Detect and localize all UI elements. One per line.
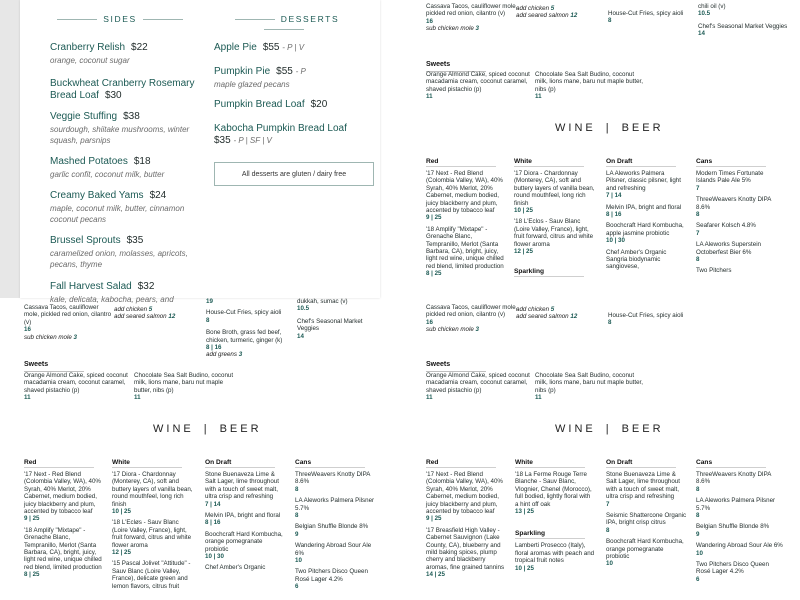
side-item: Buckwheat Cranberry Rosemary Bread Loaf $30 [50,78,195,101]
budino-item-2: Chocolate Sea Salt Budino, coconut milk, lions mane, baru nut maple butter, nibs (p) 11 [134,372,234,402]
budino-item-3: Chocolate Sea Salt Budino, coconut milk, lions mane, baru nut maple butter, nibs (p) 11 [535,372,643,402]
side-item: Veggie Stuffing $38 sourdough, shiitake mushrooms, winter squash, parsnips [50,111,190,145]
side-item: Brussel Sprouts $35 caramelized onion, molasses, apricots, pecans, thyme [50,235,188,269]
fries-item: House-Cut Fries, spicy aioli 8 [608,10,684,25]
cassava-item-2: Cassava Tacos, cauliflower mole, pickled red onion, cilantro (v) 16 sub chicken mole 3 [24,304,112,341]
draft-column-3: On Draft Stone Buenaveza Lime & Salt Lager, lime throughout with a touch of sweet malt, ultra crisp and refreshing 7 Seismic Shattercone Organic IPA, bright crisp citrus 8 Boochcraft Hard Kombucha, orange pomegranate probiotic 10 [606,459,687,568]
side-item: Mashed Potatoes $18 garlic confit, coconut milk, butter [50,156,165,179]
budino-item: Chocolate Sea Salt Budino, coconut milk, lions mane, baru nut maple butter, nibs (p) 11 [535,71,643,101]
veggies-col-2: dukkah, sumac (v) 10.5 Chef's Seasonal Market Veggies 14 [297,298,363,340]
fries-bone-col: 19 House-Cut Fries, spicy aioli 8 Bone Broth, grass fed beef, chicken, turmeric, ginger (k) 8 | 16 add greens 3 [206,298,283,359]
red-column-3: Red '17 Next - Red Blend (Colombia Valley, WA), 40% Syrah, 40% Merlot, 20% Cabernet, medium bodied, juicy blackberry and plum, accented by tobacco leaf 9 | 25 '17 Breasfield High Valley - Cabernet Sauvignon (Lake County, CA), blueberry and mild baking spices, plump cherry and blackberry aromas, fine grained tannins 14 | 25 [426,459,505,579]
red-column-2: Red '17 Next - Red Blend (Colombia Valley, WA), 40% Syrah, 40% Merlot, 20% Cabernet, medium bodied, juicy blackberry and plum, accented by tobacco leaf 9 | 25 '18 Amplify "Mixtape" - Grenache Blanc, Tempranillo, Merlot (Santa Barbara, CA), bright, juicy, light red wine, unique chilled red blend, limited production 8 | 25 [24,459,102,579]
wine-beer-title: WINE | BEER [555,122,664,134]
menu-panel-wine-beer-right [380,110,800,300]
white-column-3: White '18 La Ferme Rouge Terre Blanche - Sauv Blanc, Vlognier, Chenel (Morocco), full bodied, lightly floral with a hint off oak 13 | 25 Sparkling Lamberti Prosecco (Italy), floral aromas with peach and tropical fruit notes 10 | 25 [515,459,595,572]
menu-panel-wine-beer-bottom-right [380,403,800,600]
cake-item: Orange Almond Cake, spiced coconut macadamia cream, coconut caramel, shaved pistachio (p) 11 [426,71,530,101]
sweets-section-2: Sweets [24,360,324,372]
sides-title: SIDES [50,14,190,24]
add-ons-2: add chicken 5 add seared salmon 12 [114,306,176,321]
cake-item-2: Orange Almond Cake, spiced coconut macadamia cream, coconut caramel, shaved pistachio (p) 11 [24,372,128,402]
sides-desserts-card [20,0,380,304]
sweets-header: Sweets [426,61,451,68]
cans-column-2: Cans ThreeWeavers Knotty DIPA 8.6% 8 LA Aleworks Palmera Pilsner 5.7% 8 Belgian Shuffle Blonde 8% 9 Wandering Abroad Sour Ale 6% 10 Two Pitchers Disco Queen Rosé Lager 4.2% 6 [295,459,375,591]
wine-beer-title-3: WINE | BEER [555,423,664,435]
side-item: Creamy Baked Yams $24 maple, coconut milk, butter, cinnamon coconut pecans [50,190,185,224]
menu-panel-mid-right [380,300,800,403]
cake-item-3: Orange Almond Cake, spiced coconut macadamia cream, coconut caramel, shaved pistachio (p) 11 [426,372,530,402]
cassava-item [426,3,526,33]
dessert-item: Pumpkin Pie $55 - P maple glazed pecans [214,66,306,89]
fries-item-3: House-Cut Fries, spicy aioli 8 [608,312,684,327]
menu-panel-wine-beer-bottom-left [0,403,380,600]
menu-panel-top-right [380,0,800,110]
desserts-title: DESSERTS [214,14,354,34]
veggies-item: chili oil (v) 10.5 Chef's Seasonal Market Veggies 14 [698,3,788,38]
dessert-item: Apple Pie $55 - P | V [214,42,305,53]
add-ons: add chicken 5 add seared salmon 12 [516,5,578,20]
dessert-item: Pumpkin Bread Loaf $20 [214,99,328,110]
cassava-item-3: Cassava Tacos, cauliflower mole, pickled red onion, cilantro (v) 16 sub chicken mole 3 [426,304,518,334]
draft-column-2: On Draft Stone Buenaveza Lime & Salt Lager, lime throughout with a touch of sweet malt, ultra crisp and refreshing 7 | 14 Melvin IPA, bright and floral 8 | 16 Boochcraft Hard Kombucha, orange pomegranate probiotic 10 | 30 Chef Amber's Organic [205,459,283,572]
cassava-price: 16 [426,17,433,25]
cans-column: Cans Modern Times Fortunate Islands Pale Ale 5% 7 ThreeWeavers Knotty DIPA 8.6% 8 Seafarer Kolsch 4.8% 7 LA Aleworks Superstein Octoberfest Bier 6% 8 Two Pitchers [696,158,772,275]
red-column: Red '17 Next - Red Blend (Colombia Valley, WA), 40% Syrah, 40% Merlot, 20% Cabernet, medium bodied, juicy blackberry and plum, accented by tobacco leaf 9 | 25 '18 Amplify "Mixtape" - Grenache Blanc, Tempranillo, Merlot (Santa Barbara, CA), bright, juicy, light red wine, unique chilled red blend, limited production 8 | 25 [426,158,504,278]
side-item: Fall Harvest Salad $32 kale, delicata, kabocha, pears, and [50,281,174,304]
wine-beer-title-2: WINE | BEER [153,423,262,435]
draft-column: On Draft LA Aleworks Palmera Pilsner, classic pilsner, light and refreshing 7 | 14 Melvin IPA, bright and floral 8 | 16 Boochcraft Hard Kombucha, apple jasmine probiotic 10 | 30 Chef Amber's Organic Sangria biodynamic sangiovese, [606,158,684,271]
cans-column-3: Cans ThreeWeavers Knotty DIPA 8.6% 8 LA Aleworks Palmera Pilsner 5.7% 8 Belgian Shuffle Blonde 8% 9 Wandering Abroad Sour Ale 6% 10 Two Pitchers Disco Queen Rosé Lager 4.2% 6 [696,459,783,583]
dessert-item: Kabocha Pumpkin Bread Loaf $35 - P | SF | V [214,123,347,146]
sweets-section-3: Sweets [426,360,756,372]
white-column-2: White '17 Diora - Chardonnay (Monterey, CA), soft and buttery layers of vanilla bean, round mouthfeel, long rich finish 10 | 25 '18 L'Ecløs - Sauv Blanc (Loire Valley, France), light, fruit forward, citrus and white flower aroma 12 | 25 '15 Pascal Jolivet "Attitude" - Sauv Blanc (Loire Valley, France), delicate green and lemon flavors, citrus fruit [112,459,193,590]
gluten-free-note: All desserts are gluten / dairy free [214,162,374,186]
side-item: Cranberry Relish $22 orange, coconut sugar [50,42,148,65]
white-column: White '17 Diora - Chardonnay (Monterey, CA), soft and buttery layers of vanilla bean, round mouthfeel, long rich finish 10 | 25 '18 L'Eclos - Sauv Blanc (Loire Valley, France), light, fruit forward, citrus and white flower aroma 12 | 25 Sparkling [514,158,595,276]
cassava-text: Cassava Tacos, cauliflower mole, pickled red onion, cilantro (v) [426,3,518,18]
add-ons-3: add chicken 5 add seared salmon 12 [516,306,578,321]
menu-panel-mid-left [0,298,380,403]
sub-mole: sub chicken mole 3 [426,25,479,33]
